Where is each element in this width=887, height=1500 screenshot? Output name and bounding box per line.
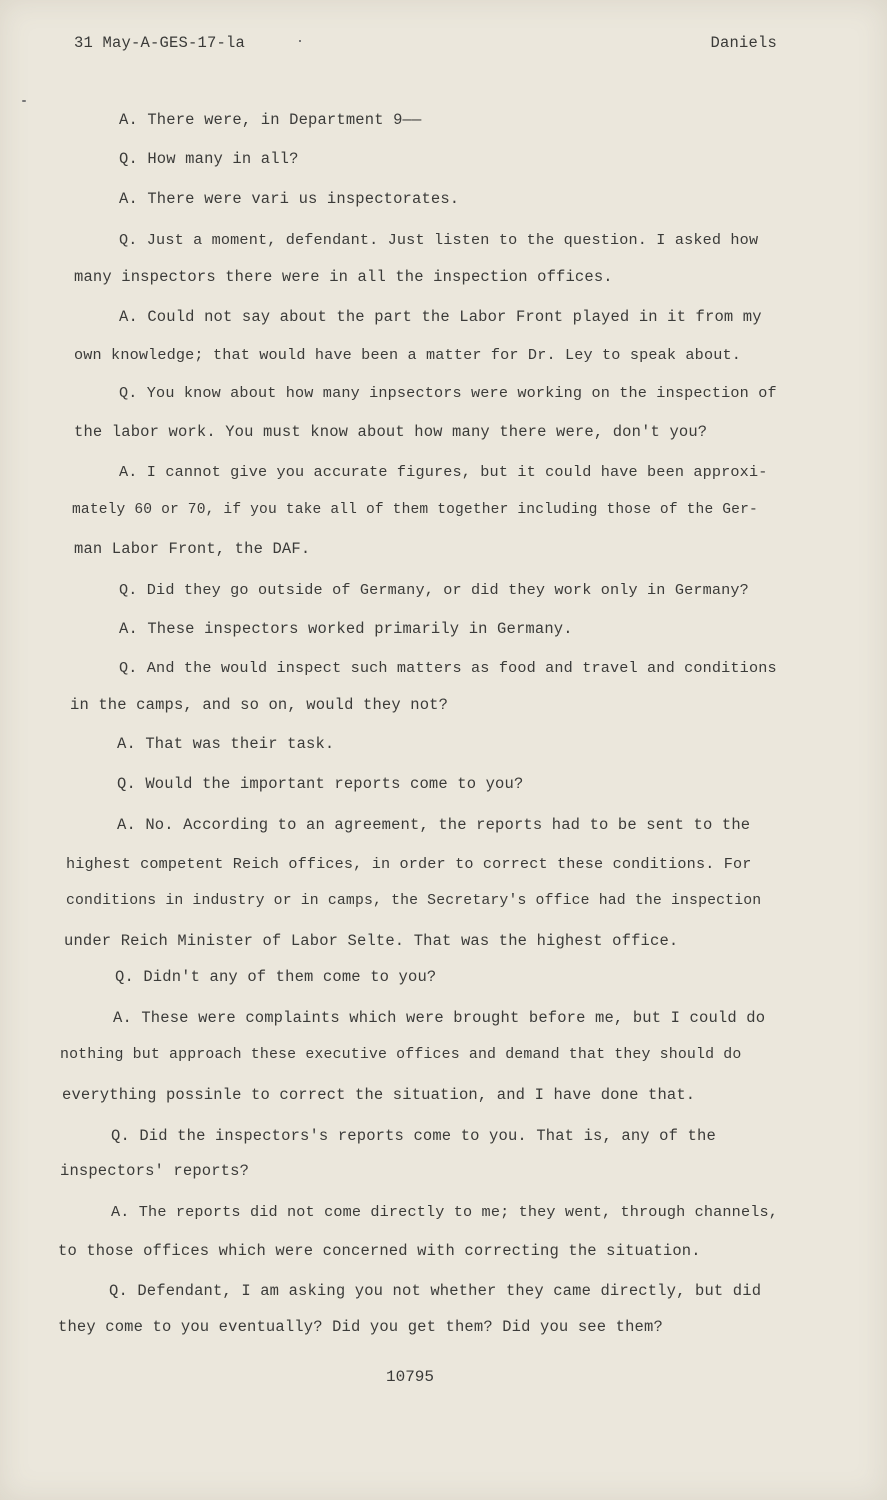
transcript-line: Q. Did they go outside of Germany, or did they work only in Germany? (119, 581, 749, 599)
transcript-line: A. Could not say about the part the Labor Front played in it from my (119, 308, 762, 326)
transcript-line: many inspectors there were in all the inspection offices. (74, 268, 613, 286)
transcript-line: A. No. According to an agreement, the reports had to be sent to the (117, 816, 751, 834)
transcript-line: they come to you eventually? Did you get them? Did you see them? (58, 1318, 663, 1336)
paper-speck (22, 100, 26, 102)
transcript-line: A. There were vari us inspectorates. (119, 190, 460, 208)
transcript-line: A. These were complaints which were brought before me, but I could do (113, 1009, 766, 1027)
transcript-line: A. I cannot give you accurate figures, but it could have been approxi- (119, 463, 768, 481)
transcript-line: Q. Defendant, I am asking you not whether they came directly, but did (109, 1282, 762, 1300)
transcript-line: Q. Just a moment, defendant. Just listen to the question. I asked how (119, 231, 759, 249)
transcript-line: own knowledge; that would have been a matter for Dr. Ley to speak about. (74, 346, 742, 364)
transcript-line: A. There were, in Department 9—— (119, 111, 422, 129)
transcript-line: to those offices which were concerned with correcting the situation. (58, 1242, 701, 1260)
paper-dot (299, 40, 301, 42)
transcript-line: highest competent Reich offices, in order to correct these conditions. For (66, 855, 752, 873)
page-number: 10795 (386, 1368, 435, 1386)
transcript-line: Q. And the would inspect such matters as food and travel and conditions (119, 659, 777, 677)
transcript-line: man Labor Front, the DAF. (74, 540, 311, 558)
transcript-line: A. That was their task. (117, 735, 335, 753)
transcript-line: A. These inspectors worked primarily in Germany. (119, 620, 573, 638)
transcript-line: Q. Didn't any of them come to you? (115, 968, 437, 986)
header-witness-name: Daniels (710, 34, 777, 52)
transcript-line: Q. How many in all? (119, 150, 299, 168)
transcript-line: A. The reports did not come directly to me; they went, through channels, (111, 1203, 779, 1221)
transcript-line: conditions in industry or in camps, the Secretary's office had the inspection (66, 893, 762, 909)
header-reference: 31 May-A-GES-17-la (74, 34, 246, 52)
transcript-line: the labor work. You must know about how many there were, don't you? (74, 423, 708, 441)
transcript-line: inspectors' reports? (60, 1162, 250, 1180)
transcript-line: nothing but approach these executive offices and demand that they should do (60, 1047, 742, 1063)
transcript-line: Q. Would the important reports come to you? (117, 775, 524, 793)
transcript-line: under Reich Minister of Labor Selte. That was the highest office. (64, 932, 679, 950)
transcript-line: Q. You know about how many inpsectors were working on the inspection of (119, 384, 777, 402)
transcript-line: everything possinle to correct the situation, and I have done that. (62, 1086, 696, 1104)
transcript-line: Q. Did the inspectors's reports come to you. That is, any of the (111, 1127, 716, 1145)
transcript-line: mately 60 or 70, if you take all of them together including those of the Ger- (72, 502, 758, 518)
transcript-line: in the camps, and so on, would they not? (70, 696, 449, 714)
